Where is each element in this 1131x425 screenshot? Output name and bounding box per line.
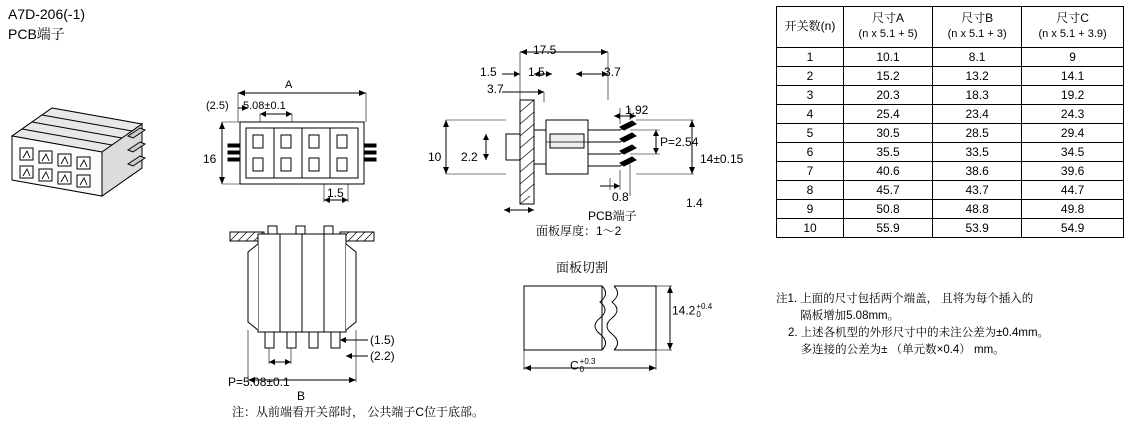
front-view-dim-height: 16: [203, 152, 217, 166]
panel-cut-title: 面板切割: [556, 260, 609, 275]
bottom-view-drawing: [196, 222, 406, 397]
table-cell: 50.8: [844, 199, 933, 218]
table-cell: 3: [777, 85, 844, 104]
table-header-cell: [844, 7, 933, 48]
side-view-dim-1-4: 1.4: [686, 196, 703, 210]
note-1-label: 注1.: [776, 293, 798, 305]
side-view-dim-1-5-a: 1.5: [480, 65, 497, 79]
table-cell: 18.3: [933, 85, 1022, 104]
table-cell: 8.1: [933, 47, 1022, 66]
panel-cut-dim-height: 14.2 +0.4 0: [672, 302, 713, 320]
page-title: A7D-206(-1): [8, 6, 86, 22]
front-view-dim-A: A: [285, 79, 293, 91]
table-cell: 30.5: [844, 123, 933, 142]
dimension-table: [776, 6, 1124, 238]
bottom-note: 注：从前端看开关部时， 公共端子C位于底部。: [232, 405, 485, 419]
table-cell: 43.7: [933, 180, 1022, 199]
table-row: [777, 142, 1124, 161]
side-view-dim-3-7-a: 3.7: [604, 65, 621, 79]
side-view-dim-3-7-b: 3.7: [487, 82, 504, 96]
table-cell: 20.3: [844, 85, 933, 104]
table-cell: 6: [777, 142, 844, 161]
table-cell: 2: [777, 66, 844, 85]
table-row: [777, 199, 1124, 218]
side-view-drawing: [424, 38, 724, 218]
table-header-main: 尺寸C: [1056, 11, 1089, 25]
table-cell: 44.7: [1022, 180, 1124, 199]
table-cell: 34.5: [1022, 142, 1124, 161]
table-cell: 29.4: [1022, 123, 1124, 142]
table-cell: 24.3: [1022, 104, 1124, 123]
bottom-view-dim-1-5: (1.5): [370, 333, 395, 347]
table-header-cell: [777, 7, 844, 48]
notes-block: [776, 291, 1128, 359]
table-cell: 9: [1022, 47, 1124, 66]
side-view-label-pcb: PCB端子: [588, 209, 637, 223]
note-1: [776, 291, 1128, 324]
side-view-dim-14: 14±0.15: [700, 152, 744, 166]
note-2-label: 2.: [788, 327, 798, 340]
table-cell: 25.4: [844, 104, 933, 123]
table-cell: 38.6: [933, 161, 1022, 180]
table-cell: 9: [777, 199, 844, 218]
note-2-line-2: 多连接的公差为± （单元数×0.4） mm。: [800, 344, 1005, 357]
side-view-dim-2-2: 2.2: [461, 150, 478, 164]
table-header-row: [777, 7, 1124, 48]
table-cell: 4: [777, 104, 844, 123]
page-subtitle: PCB端子: [8, 26, 65, 42]
table-header-sub: (n x 5.1 + 5): [858, 28, 918, 40]
side-view-dim-pitch: P=2.54: [660, 135, 699, 149]
table-row: [777, 47, 1124, 66]
side-view-dim-1-5-b: 1.5: [528, 65, 545, 79]
side-view-dim-10: 10: [428, 150, 442, 164]
note-1-line-1: 上面的尺寸包括两个端盖， 且将为每个插入的: [800, 293, 1034, 305]
table-cell: 10.1: [844, 47, 933, 66]
table-cell: 49.8: [1022, 199, 1124, 218]
panel-cut-dim-width: C +0.3 0: [570, 357, 596, 375]
bottom-view-dim-B: B: [297, 389, 306, 403]
table-cell: 54.9: [1022, 218, 1124, 237]
table-cell: 5: [777, 123, 844, 142]
table-row: [777, 218, 1124, 237]
table-cell: 48.8: [933, 199, 1022, 218]
bottom-view-dim-2-2: (2.2): [370, 349, 395, 363]
table-cell: 39.6: [1022, 161, 1124, 180]
table-cell: 53.9: [933, 218, 1022, 237]
table-cell: 28.5: [933, 123, 1022, 142]
table-row: [777, 180, 1124, 199]
bottom-view-dim-pitch: P=5.08±0.1: [228, 375, 290, 389]
front-view-dim-small: 1.5: [327, 186, 344, 200]
side-view-label-panel-thickness: 面板厚度：1～2: [536, 224, 622, 238]
table-cell: 33.5: [933, 142, 1022, 161]
table-row: [777, 161, 1124, 180]
table-header-sub: (n x 5.1 + 3.9): [1038, 28, 1107, 40]
front-view-drawing: [196, 78, 396, 208]
table-header-main: 开关数(n): [784, 18, 836, 33]
note-2: [776, 325, 1128, 358]
note-2-line-1: 上述各机型的外形尺寸中的未注公差为±0.4mm。: [800, 327, 1050, 340]
table-cell: 40.6: [844, 161, 933, 180]
table-cell: 45.7: [844, 180, 933, 199]
side-view-dim-total: 17.5: [533, 43, 557, 57]
table-cell: 10: [777, 218, 844, 237]
note-1-line-2: 隔板增加5.08mm。: [800, 309, 900, 322]
table-row: [777, 104, 1124, 123]
table-cell: 8: [777, 180, 844, 199]
table-cell: 19.2: [1022, 85, 1124, 104]
table-cell: 15.2: [844, 66, 933, 85]
table-cell: 13.2: [933, 66, 1022, 85]
table-cell: 23.4: [933, 104, 1022, 123]
side-view-dim-1-92: 1.92: [625, 103, 649, 117]
table-cell: 1: [777, 47, 844, 66]
table-cell: 7: [777, 161, 844, 180]
table-header-main: 尺寸B: [961, 11, 994, 25]
front-view-dim-pitch: 5.08±0.1: [243, 100, 286, 112]
panel-cut-drawing: [506, 278, 696, 388]
table-header-main: 尺寸A: [872, 11, 905, 25]
table-header-cell: [1022, 7, 1124, 48]
table-row: [777, 85, 1124, 104]
table-cell: 35.5: [844, 142, 933, 161]
table-row: [777, 66, 1124, 85]
table-header-cell: [933, 7, 1022, 48]
table-header-sub: (n x 5.1 + 3): [947, 28, 1007, 40]
product-isometric-drawing: [6, 96, 156, 221]
table-cell: 14.1: [1022, 66, 1124, 85]
front-view-dim-left-offset: (2.5): [206, 100, 229, 112]
table-row: [777, 123, 1124, 142]
table-cell: 55.9: [844, 218, 933, 237]
side-view-dim-0-8: 0.8: [612, 190, 629, 204]
